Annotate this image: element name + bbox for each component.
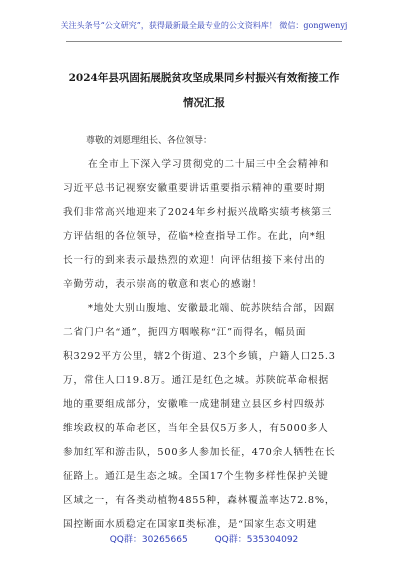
body-line: 我们非常高兴地迎来了2024年乡村振兴战略实绩考核第三	[63, 207, 333, 218]
body-line: 地的重要组成部分，安徽唯一成建制建立县区乡村四级苏	[63, 399, 326, 410]
body-line: 在全市上下深入学习贯彻党的二十届三中全会精神和	[88, 159, 330, 170]
body-line: 国控断面水质稳定在国家Ⅱ类标准，是“国家生态文明建	[63, 519, 318, 530]
body-line: 积3292平方公里，辖2个街道、23个乡镇，户籍人口25.3	[63, 351, 336, 362]
body-line: 长一行的到来表示最热烈的欢迎！向评估组接下来付出的	[63, 255, 326, 266]
body-line: 区域之一，有各类动植物4855种，森林覆盖率达72.8%，	[63, 495, 336, 506]
footer-qq-group-1: QQ群：30265665	[109, 535, 188, 545]
footer-contacts	[0, 533, 408, 547]
body-line: 参加红军和游击队，500多人参加长征，470余人牺牲在长	[63, 447, 336, 458]
body-line: 征路上。通江是生态之城。全国17个生物多样性保护关键	[63, 471, 329, 482]
document-title	[40, 66, 368, 116]
header-divider	[66, 41, 342, 42]
title-line-2: 情况汇报	[183, 97, 225, 109]
title-line-1: 2024年县巩固拓展脱贫攻坚成果同乡村振兴有效衔接工作	[68, 72, 340, 84]
salutation: 尊敬的刘愿理组长、各位领导：	[86, 136, 213, 146]
body-line: 维埃政权的革命老区，当年全县仅5万多人，有5000多人	[63, 423, 329, 434]
body-line: 方评估组的各位领导，莅临*检查指导工作。在此，向*组	[63, 231, 326, 242]
body-line: *地处大别山腹地、安徽最北端、皖苏陕结合部，因踞	[88, 303, 335, 314]
body-line: 二省门户名“通”，扼四方咽喉称“江”而得名，幅员面	[63, 327, 307, 338]
header-notice: 关注头条号“公文研究”，获得最新最全最专业的公文资料库！ 微信：gongwenyj	[60, 21, 348, 30]
body-line: 习近平总书记视察安徽重要讲话重要指示精神的重要时期	[63, 183, 326, 194]
body-line: 万，常住人口19.8万。通江是红色之城。苏陕皖革命根据	[63, 375, 329, 386]
footer-qq-group-2: QQ群：535304092	[214, 535, 299, 545]
body-line: 辛勤劳动，表示崇高的敬意和衷心的感谢！	[63, 279, 263, 290]
